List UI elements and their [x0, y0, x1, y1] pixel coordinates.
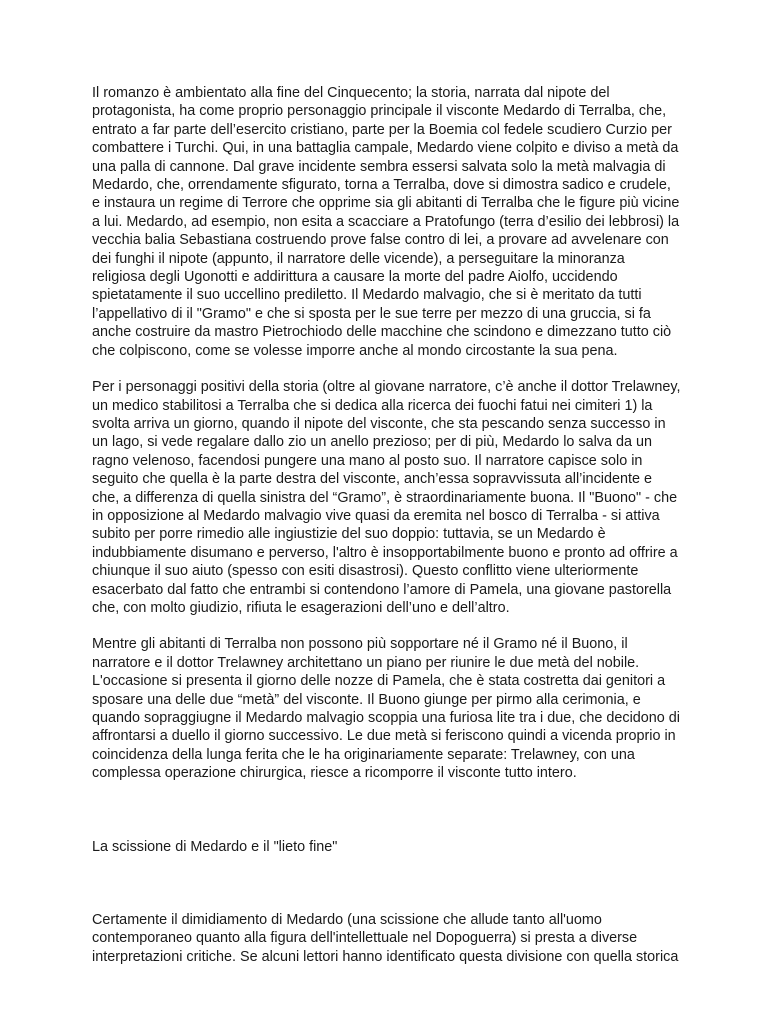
paragraph-positive-characters: Per i personaggi positivi della storia (oltre al giovane narratore, c’è anche il dottor Trelawney, un medico stabilitosi a Terralba che si dedica alla ricerca dei fuochi fatui nei cimiteri 1) la svolta arriva un giorno, quando il nipote del visconte, che sta pescando senza successo in un lago, si vede regalare dallo zio un anello prezioso; per di più, Medardo lo salva da un ragno velenoso, facendosi pungere una mano al posto suo. Il narratore capisce solo in seguito che quella è la parte destra del visconte, anch’essa sopravvissuta all’incidente e che, a differenza di quella sinistra del “Gramo”, è straordinariamente buona. Il "Buono" - che in opposizione al Medardo malvagio vive quasi da eremita nel bosco di Terralba - si attiva subito per porre rimedio alle ingiustizie del suo doppio: tuttavia, se un Medardo è indubbiamente disumano e perverso, l'altro è insopportabilmente buono e pronto ad offrire a chiunque il suo aiuto (spesso con esiti disastrosi). Questo conflitto viene ulteriormente esacerbato dal fatto che entrambi si contendono l’amore di Pamela, una giovane pastorella che, con molto giudizio, rifiuta le esagerazioni dell’uno e dell’altro. [92, 379, 681, 616]
paragraph-reunion: Mentre gli abitanti di Terralba non possono più sopportare né il Gramo né il Buono, il narratore e il dottor Trelawney architettano un piano per riunire le due metà del nobile. L'occasione si presenta il giorno delle nozze di Pamela, che è stata costretta dai genitori a sposare una delle due “metà” del visconte. Il Buono giunge per pirmo alla cerimonia, e quando sopraggiugne il Medardo malvagio scoppia una furiosa lite tra i due, che decidono di affrontarsi a duello il giorno successivo. Le due metà si feriscono quindi a vicenda proprio in coincidenza della lunga ferita che le ha originariamente separate: Trelawney, con una complessa operazione chirurgica, riesce a ricomporre il visconte tutto intero. [92, 636, 681, 782]
document-page [92, 84, 682, 966]
paragraph-interpretation: Certamente il dimidiamento di Medardo (una scissione che allude tanto all'uomo contemporaneo quanto alla figura dell'intellettuale nel Dopoguerra) si presta a diverse interpretazioni critiche. Se alcuni lettori hanno identificato questa divisione con quella storica [92, 912, 679, 965]
paragraph-plot-intro: Il romanzo è ambientato alla fine del Cinquecento; la storia, narrata dal nipote del protagonista, ha come proprio personaggio principale il visconte Medardo di Terralba, che, entrato a far parte dell’esercito cristiano, parte per la Boemia col fedele scudiero Curzio per combattere i Turchi. Qui, in una battaglia campale, Medardo viene colpito e diviso a metà da una palla di cannone. Dal grave incidente sembra essersi salvata solo la metà malvagia di Medardo, che, orrendamente sfigurato, torna a Terralba, dove si dimostra sadico e crudele, e instaura un regime di Terrore che opprime sia gli abitanti di Terralba che le figure più vicine a lui. Medardo, ad esempio, non esita a scacciare a Pratofungo (terra d’esilio dei lebbrosi) la vecchia balia Sebastiana costruendo prove false contro di lei, a provare ad avvelenare con dei funghi il nipote (appunto, il narratore delle vicende), a perseguitare la minoranza religiosa degli Ugonotti e addirittura a causare la morte del padre Aiolfo, uccidendo spietatamente il suo uccellino prediletto. Il Medardo malvagio, che si è meritato da tutti l’appellativo di il "Gramo" e che si sposta per le sue terre per mezzo di una gruccia, si fa anche costruire da mastro Pietrochiodo delle macchine che scindono e dimezzano tutto ciò che colpiscono, come se volesse imporre anche al mondo circostante la sua pena. [92, 85, 680, 359]
section-heading: La scissione di Medardo e il "lieto fine" [92, 838, 338, 855]
